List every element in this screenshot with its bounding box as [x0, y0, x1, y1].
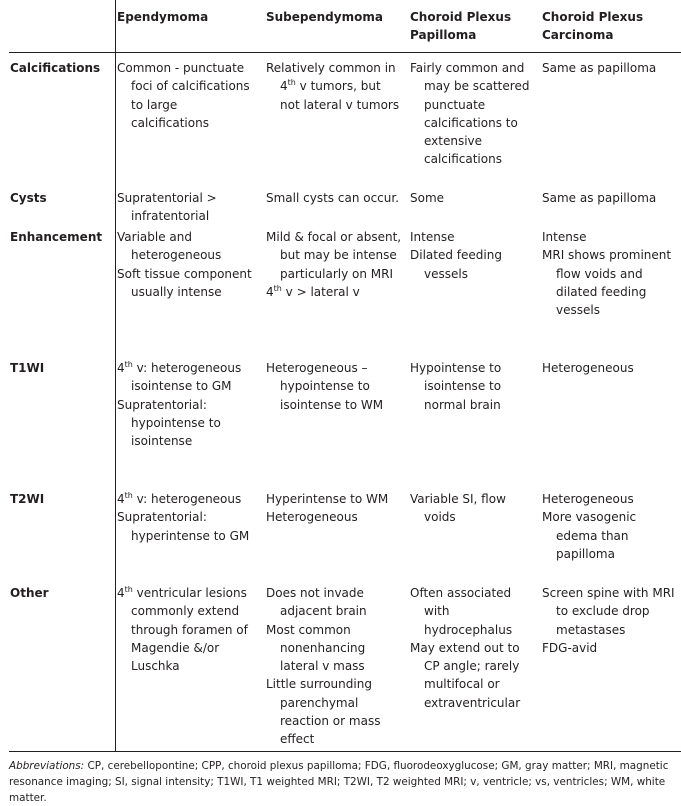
- row-label-enhancement: Enhancement: [10, 230, 103, 244]
- cell-line: Relatively common in 4th v tumors, but not lateral v tumors: [266, 61, 400, 112]
- cell-line: Heterogeneous: [542, 492, 634, 506]
- header-choroid-plexus-papilloma: Choroid Plexus Papilloma: [410, 10, 512, 42]
- table-bottom-rule: [9, 751, 681, 752]
- header-ependymoma: Ependymoma: [117, 10, 209, 24]
- cell-other-ependymoma: [117, 584, 257, 675]
- cell-line: Same as papilloma: [542, 191, 657, 205]
- cell-t1wi-carcinoma: [542, 359, 680, 377]
- cell-line: Variable SI, flow voids: [410, 492, 506, 525]
- cell-line: MRI shows prominent flow voids and dilated feeding vessels: [542, 248, 672, 318]
- cell-line: Screen spine with MRI to exclude drop metastases: [542, 586, 675, 637]
- cell-enhancement-subependymoma: [266, 228, 404, 301]
- cell-line: May extend out to CP angle; rarely multifocal or extraventricular: [410, 640, 521, 710]
- cell-line: Heterogeneous – hypointense to isointense to WM: [266, 361, 384, 412]
- abbreviations-footnote: [9, 758, 679, 806]
- cell-line: Hypointense to isointense to normal brain: [410, 361, 502, 412]
- row-label-calcifications: Calcifications: [10, 61, 101, 75]
- column-divider: [115, 0, 116, 752]
- cell-line: Supratentorial: hypointense to isointense: [117, 397, 221, 449]
- cell-cysts-ependymoma: [117, 189, 257, 226]
- cell-enhancement-ependymoma: [117, 228, 257, 301]
- cell-cysts-papilloma: [410, 189, 534, 207]
- cell-line: Soft tissue component usually intense: [117, 266, 252, 299]
- cell-t1wi-subependymoma: [266, 359, 404, 414]
- comparison-table: [9, 0, 681, 752]
- cell-line: Dilated feeding vessels: [410, 248, 502, 281]
- cell-calcifications-carcinoma: [542, 59, 680, 77]
- cell-line: 4th v > lateral v: [266, 283, 360, 299]
- cell-calcifications-papilloma: [410, 59, 534, 169]
- row-label-t1wi: T1WI: [10, 361, 45, 375]
- cell-enhancement-carcinoma: [542, 228, 680, 319]
- row-label-t2wi: T2WI: [10, 492, 45, 506]
- cell-line: More vasogenic edema than papilloma: [542, 510, 637, 561]
- cell-line: Does not invade adjacent brain: [266, 586, 367, 619]
- cell-calcifications-ependymoma: [117, 59, 257, 132]
- cell-other-carcinoma: [542, 584, 680, 657]
- cell-cysts-carcinoma: [542, 189, 680, 207]
- header-subependymoma: Subependymoma: [266, 10, 383, 24]
- cell-line: Small cysts can occur.: [266, 191, 400, 205]
- cell-line: Same as papilloma: [542, 61, 657, 75]
- cell-line: Mild & focal or absent, but may be intense particularly on MRI: [266, 230, 402, 281]
- cell-line: Intense: [542, 230, 587, 244]
- cell-line: Common - punctuate foci of calcifications to large calcifications: [117, 61, 250, 130]
- cell-line: FDG-avid: [542, 640, 598, 655]
- cell-t2wi-papilloma: [410, 490, 534, 527]
- cell-t2wi-subependymoma: [266, 490, 404, 527]
- cell-line: 4th v: heterogeneous: [117, 491, 242, 506]
- row-label-cysts: Cysts: [10, 191, 47, 205]
- cell-other-subependymoma: [266, 584, 404, 749]
- cell-line: 4th v: heterogeneous isointense to GM: [117, 360, 242, 394]
- cell-line: 4th ventricular lesions commonly extend through foramen of Magendie &/or Luschka: [117, 585, 248, 674]
- cell-calcifications-subependymoma: [266, 59, 404, 114]
- cell-t1wi-ependymoma: [117, 359, 257, 450]
- row-label-other: Other: [10, 586, 49, 600]
- cell-line: Variable and heterogeneous: [117, 230, 222, 263]
- cell-line: Little surrounding parenchymal reaction or mass effect: [266, 677, 381, 747]
- cell-line: Heterogeneous: [542, 361, 634, 375]
- header-divider: [9, 52, 681, 53]
- cell-line: Supratentorial > infratentorial: [117, 191, 217, 224]
- cell-enhancement-papilloma: [410, 228, 534, 283]
- cell-line: Some: [410, 191, 445, 205]
- cell-line: Most common nonenhancing lateral v mass: [266, 622, 366, 674]
- cell-line: Intense: [410, 230, 455, 244]
- cell-t2wi-ependymoma: [117, 490, 257, 545]
- cell-line: Often associated with hydrocephalus: [410, 586, 513, 637]
- cell-t1wi-papilloma: [410, 359, 534, 414]
- cell-line: Fairly common and may be scattered punctuate calcifications to extensive calcifications: [410, 61, 530, 167]
- cell-other-papilloma: [410, 584, 534, 712]
- footnote-text: CP, cerebellopontine; CPP, choroid plexus papilloma; FDG, fluorodeoxyglucose; GM, gray matter; MRI, magnetic resonance imaging; SI, signal intensity; T1WI, T1 weighted MRI; T2WI, T2 weighted MRI; v, ventricle; vs, ventricles; WM, white matter.: [9, 760, 669, 804]
- header-choroid-plexus-carcinoma: Choroid Plexus Carcinoma: [542, 10, 644, 42]
- cell-line: Supratentorial: hyperintense to GM: [117, 510, 250, 543]
- footnote-label: Abbreviations:: [9, 760, 85, 772]
- cell-t2wi-carcinoma: [542, 490, 680, 563]
- cell-line: Hyperintense to WM: [266, 492, 389, 506]
- cell-cysts-subependymoma: [266, 189, 404, 207]
- cell-line: Heterogeneous: [266, 510, 358, 525]
